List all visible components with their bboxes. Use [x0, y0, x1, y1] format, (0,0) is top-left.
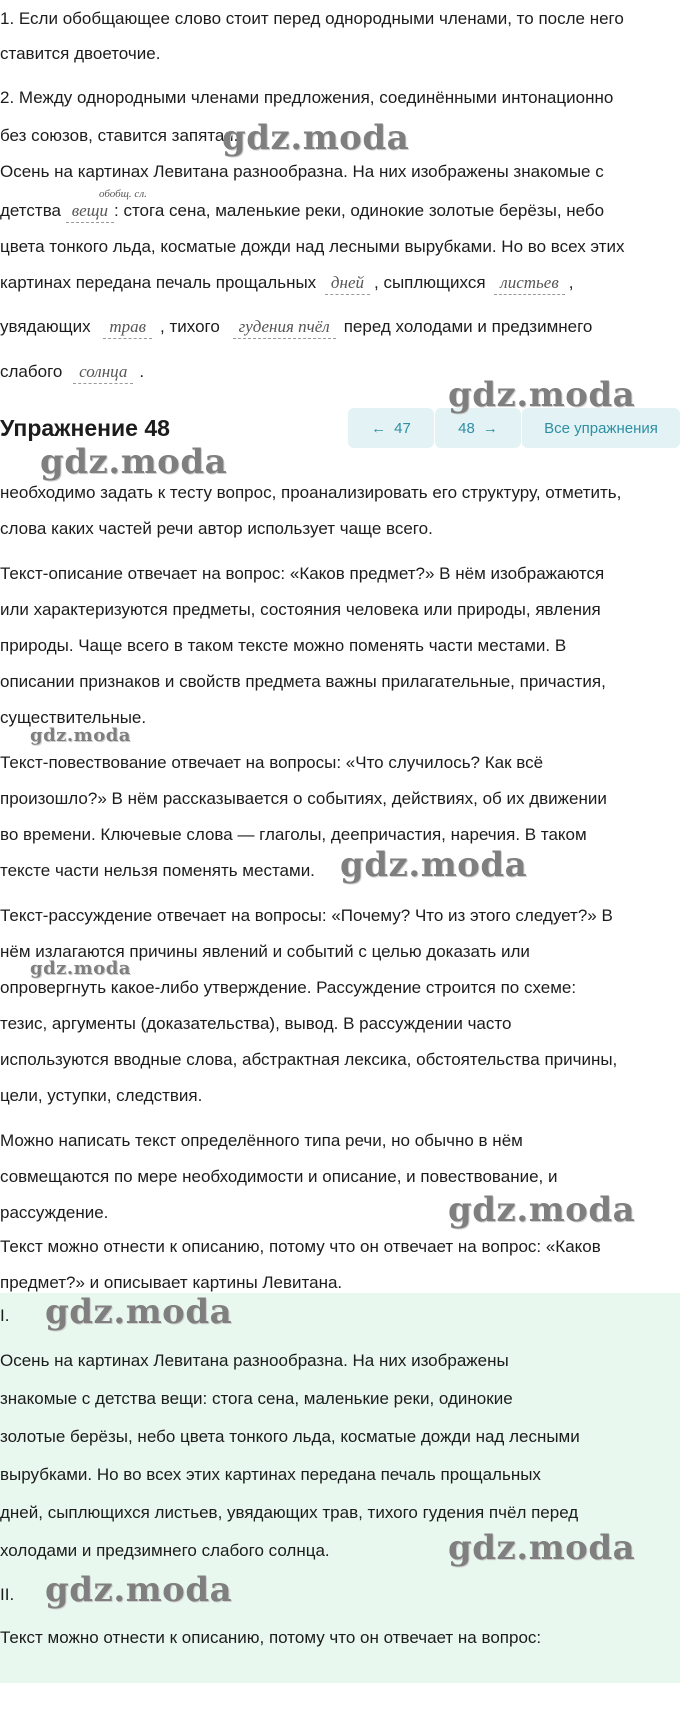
- answer-line: вырубками. Но во всех этих картинах передана печаль прощальных: [0, 1465, 541, 1484]
- rule-1-line-1: 1. Если обобщающее слово стоит перед однородными членами, то после него: [0, 9, 624, 28]
- theory-line: необходимо задать к тесту вопрос, проанализировать его структуру, отметить,: [0, 483, 622, 502]
- theory-line: слова каких частей речи автор использует чаще всего.: [0, 519, 433, 538]
- answer-part-2-label: II.: [0, 1585, 15, 1604]
- rule-2-line-2: без союзов, ставится запятая.: [0, 126, 239, 145]
- theory-line: Текст можно отнести к описанию, потому что он отвечает на вопрос: «Каков: [0, 1237, 601, 1256]
- theory-line: произошло?» В нём рассказывается о событиях, действиях, об их движении: [0, 789, 607, 808]
- handwritten-word: солнца: [73, 361, 133, 384]
- watermark: gdz.moda: [45, 1292, 233, 1332]
- prev-exercise-button[interactable]: [348, 408, 434, 448]
- rule-1-line-2: ставится двоеточие.: [0, 44, 161, 63]
- theory-line: предмет?» и описывает картины Левитана.: [0, 1273, 343, 1292]
- theory-line: или характеризуются предметы, состояния человека или природы, явления: [0, 600, 601, 619]
- exercise-line-2: детства вещи : стога сена, маленькие реки, одинокие золотые берёзы, небо: [0, 200, 604, 223]
- theory-line: Текст-повествование отвечает на вопросы: «Что случилось? Как всё: [0, 753, 544, 772]
- theory-line: нём излагаются причины явлений и событий с целью доказать или: [0, 942, 530, 961]
- exercise-line-5: увядающих трав , тихого гудения пчёл перед холодами и предзимнего: [0, 316, 592, 339]
- watermark: gdz.moda: [40, 442, 228, 482]
- answer-line: знакомые с детства вещи: стога сена, маленькие реки, одинокие: [0, 1389, 513, 1408]
- watermark: gdz.moda: [30, 725, 131, 746]
- theory-line: цели, уступки, следствия.: [0, 1086, 203, 1105]
- handwritten-word: дней: [325, 272, 370, 295]
- all-exercises-button[interactable]: [522, 408, 680, 448]
- handwritten-word: листьев: [494, 272, 564, 295]
- answer-line: холодами и предзимнего слабого солнца.: [0, 1541, 330, 1560]
- all-exercises-label: Все упражнения: [544, 419, 658, 437]
- exercise-line-3: цвета тонкого льда, косматые дожди над лесными вырубками. Но во всех этих: [0, 237, 625, 256]
- watermark: gdz.moda: [448, 375, 636, 415]
- answer-part-1-label: I.: [0, 1306, 10, 1325]
- answer-line: дней, сыплющихся листьев, увядающих трав, тихого гудения пчёл перед: [0, 1503, 579, 1522]
- theory-line: тексте части нельзя поменять местами.: [0, 861, 315, 880]
- answer-line: золотые берёзы, небо цвета тонкого льда, косматые дожди над лесными: [0, 1427, 580, 1446]
- rule-2-line-1: 2. Между однородными членами предложения, соединёнными интонационно: [0, 88, 614, 107]
- theory-line: природы. Чаще всего в таком тексте можно поменять части местами. В: [0, 636, 567, 655]
- generalizing-word-note: обобщ. сл.: [99, 188, 147, 200]
- theory-line: совмещаются по мере необходимости и описание, и повествование, и: [0, 1167, 558, 1186]
- arrow-left-icon: ←: [371, 419, 387, 437]
- handwritten-word: трав: [103, 316, 152, 339]
- arrow-right-icon: →: [482, 419, 498, 437]
- theory-line: рассуждение.: [0, 1203, 109, 1222]
- watermark: gdz.moda: [448, 1528, 636, 1568]
- prev-exercise-label: 47: [394, 419, 411, 437]
- next-exercise-button[interactable]: [434, 408, 521, 448]
- theory-line: описании признаков и свойств предмета важны прилагательные, причастия,: [0, 672, 606, 691]
- next-exercise-label: 48: [458, 419, 475, 437]
- theory-line: Можно написать текст определённого типа речи, но обычно в нём: [0, 1131, 523, 1150]
- handwritten-word: вещи: [66, 200, 114, 223]
- theory-line: тезис, аргументы (доказательства), вывод. В рассуждении часто: [0, 1014, 512, 1033]
- answer-line: Текст можно отнести к описанию, потому что он отвечает на вопрос:: [0, 1628, 542, 1647]
- watermark: gdz.moda: [448, 1190, 636, 1230]
- exercise-line-1: Осень на картинах Левитана разнообразна. На них изображены знакомые с: [0, 162, 604, 181]
- theory-line: используются вводные слова, абстрактная лексика, обстоятельства причины,: [0, 1050, 618, 1069]
- watermark: gdz.moda: [30, 958, 131, 979]
- exercise-line-4: картинах передана печаль прощальных дней , сыплющихся листьев ,: [0, 272, 573, 295]
- theory-line: Текст-описание отвечает на вопрос: «Каков предмет?» В нём изображаются: [0, 564, 605, 583]
- theory-line: существительные.: [0, 708, 147, 727]
- theory-line: Текст-рассуждение отвечает на вопросы: «Почему? Что из этого следует?» В: [0, 906, 613, 925]
- handwritten-word: гудения пчёл: [233, 316, 336, 339]
- watermark: gdz.moda: [45, 1570, 233, 1610]
- watermark: gdz.moda: [340, 845, 528, 885]
- theory-line: во времени. Ключевые слова — глаголы, деепричастия, наречия. В таком: [0, 825, 587, 844]
- answer-line: Осень на картинах Левитана разнообразна. На них изображены: [0, 1351, 509, 1370]
- exercise-line-6: слабого солнца .: [0, 361, 144, 384]
- watermark: gdz.moda: [222, 118, 410, 158]
- theory-line: опровергнуть какое-либо утверждение. Рассуждение строится по схеме:: [0, 978, 577, 997]
- page-title: Упражнение 48: [0, 415, 170, 441]
